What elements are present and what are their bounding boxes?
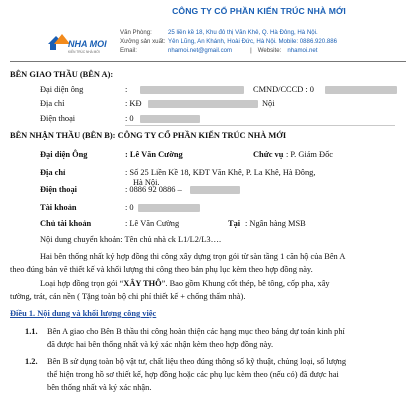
intro-p2-line2: tường, trát, cán nền ( Tặng toàn bộ chi phí thiết kế + chống thấm nhà). <box>10 292 246 301</box>
party-b-bank-label: Tại <box>228 219 241 228</box>
party-a-rep-sep: : <box>125 85 128 94</box>
party-b-position-label: Chức vụ <box>253 150 284 159</box>
party-a-addr-tail: Nội <box>262 99 275 108</box>
workshop-label: Xưởng sản xuất: <box>120 38 166 45</box>
article-1-title: Điều 1. Nội dung và khối lượng công việc <box>10 309 157 318</box>
item-1-2-number: 1.2. <box>25 357 38 366</box>
party-b-addr-value-2: Hà Nội. <box>133 178 160 187</box>
company-logo <box>46 30 108 54</box>
party-a-phone-label: Điện thoại <box>40 114 76 123</box>
party-a-addr-label: Địa chỉ <box>40 99 65 108</box>
party-b-holder-label: Chủ tài khoản <box>40 219 92 228</box>
party-b-phone-value: : 0886 92 0886 – <box>125 185 182 194</box>
item-1-2-line1: Bên B sử dụng toàn bộ vật tư, chất liệu theo đúng thông số kỹ thuật, chủng loại, số lượng <box>47 357 347 366</box>
party-b-account-redacted <box>138 204 200 212</box>
letterhead <box>0 0 413 64</box>
party-b-heading: BÊN NHẬN THẦU (BÊN B): CÔNG TY CỔ PHẦN KIẾN TRÚC NHÀ MỚI <box>10 131 287 140</box>
company-name: CÔNG TY CỔ PHẦN KIẾN TRÚC NHÀ MỚI <box>172 6 346 16</box>
party-b-addr-label: Địa chỉ <box>40 168 66 177</box>
header-divider <box>10 61 406 62</box>
item-1-2-line2: thể hiện trong hồ sơ thiết kế, hợp đồng hoặc các phụ lục kèm theo (nếu có) đã được hai <box>47 370 339 379</box>
intro-p2-prefix: Loại hợp đồng trọn gói “ <box>40 279 124 288</box>
item-1-1-line1: Bên A giao cho Bên B thầu thi công hoàn thiện các hạng mục theo bảng dự toán kinh phí <box>47 327 345 336</box>
website-link[interactable]: nhamoi.net <box>287 47 318 54</box>
party-b-phone-label: Điện thoại <box>40 185 77 194</box>
party-a-addr-value: : KĐ <box>125 99 142 108</box>
header-separator: | <box>250 47 252 54</box>
house-logo-icon <box>46 30 108 54</box>
email-link[interactable]: nhamoi.net@gmail.com <box>168 47 233 54</box>
item-1-2-line3: bên thống nhất và ký xác nhận. <box>47 383 152 392</box>
party-b-holder-value: : Lê Văn Cường <box>125 219 180 228</box>
party-b-position-value: : P. Giám Đốc <box>286 150 333 159</box>
office-address: 25 liền kề 18, Khu đô thị Văn Khê, Q. Hà Đông, Hà Nội. <box>168 29 318 36</box>
logo-wordmark: NHA MOI <box>68 39 107 49</box>
party-a-heading: BÊN GIAO THẦU (BÊN A): <box>10 70 114 79</box>
party-b-rep-label: Đại diện Ông <box>40 150 88 159</box>
party-a-rep-label: Đại diện ông <box>40 85 84 94</box>
intro-p1-line1: Hai bên thống nhất ký hợp đồng thi công xây dựng trọn gói từ sàn tầng 1 căn hộ của Bên A <box>40 252 346 261</box>
intro-p1-line2: theo đúng bản vẽ thiết kế và khối lượng thi công theo bản phụ lục kèm theo hợp đồng này. <box>10 265 313 274</box>
intro-p2-bold: XÂY THÔ <box>123 279 162 288</box>
party-b-bank-value: : Ngân hàng MSB <box>245 219 306 228</box>
party-a-phone-redacted <box>140 115 200 123</box>
intro-p2-suffix: ”. Bao gồm Khung cốt thép, bê tông, cốp pha, xây <box>161 279 330 288</box>
office-label: Văn Phòng: <box>120 29 152 36</box>
party-b-rep-value: : Lê Văn Cường <box>125 150 183 159</box>
company-contact-info <box>120 28 412 55</box>
party-b-phone-redacted <box>190 186 240 194</box>
transfer-note: Nội dung chuyển khoản: Tên chủ nhà ck L1/L2/L3…. <box>40 235 222 244</box>
item-1-1-line2: đã được hai bên thống nhất và ký xác nhận kèm theo hợp đồng này. <box>47 340 274 349</box>
party-a-phone-value: : 0 <box>125 114 134 123</box>
workshop-address: Yên Lũng, An Khánh, Hoài Đức, Hà Nội. Mobile: 0886.920.886 <box>168 38 338 45</box>
party-a-id-label: CMND/CCCD : 0 <box>253 85 314 94</box>
party-a-addr-redacted <box>148 100 258 108</box>
party-a-phone-underline <box>125 125 395 126</box>
party-b-account-value: : 0 <box>125 203 134 212</box>
logo-tagline: KIẾN TRÚC NHÀ MỚI <box>68 50 100 54</box>
website-label: Website: <box>257 47 282 54</box>
intro-p2-line1 <box>40 279 330 289</box>
item-1-1-number: 1.1. <box>25 327 38 336</box>
party-a-id-redacted <box>325 86 397 94</box>
party-b-account-label: Tài khoản <box>40 203 77 212</box>
party-b-addr-value: : Số 25 Liền Kề 18, KĐT Văn Khê, P. La Khê, Hà Đông, <box>125 168 316 177</box>
party-a-rep-redacted <box>140 86 244 94</box>
email-label: Email: <box>120 47 137 54</box>
